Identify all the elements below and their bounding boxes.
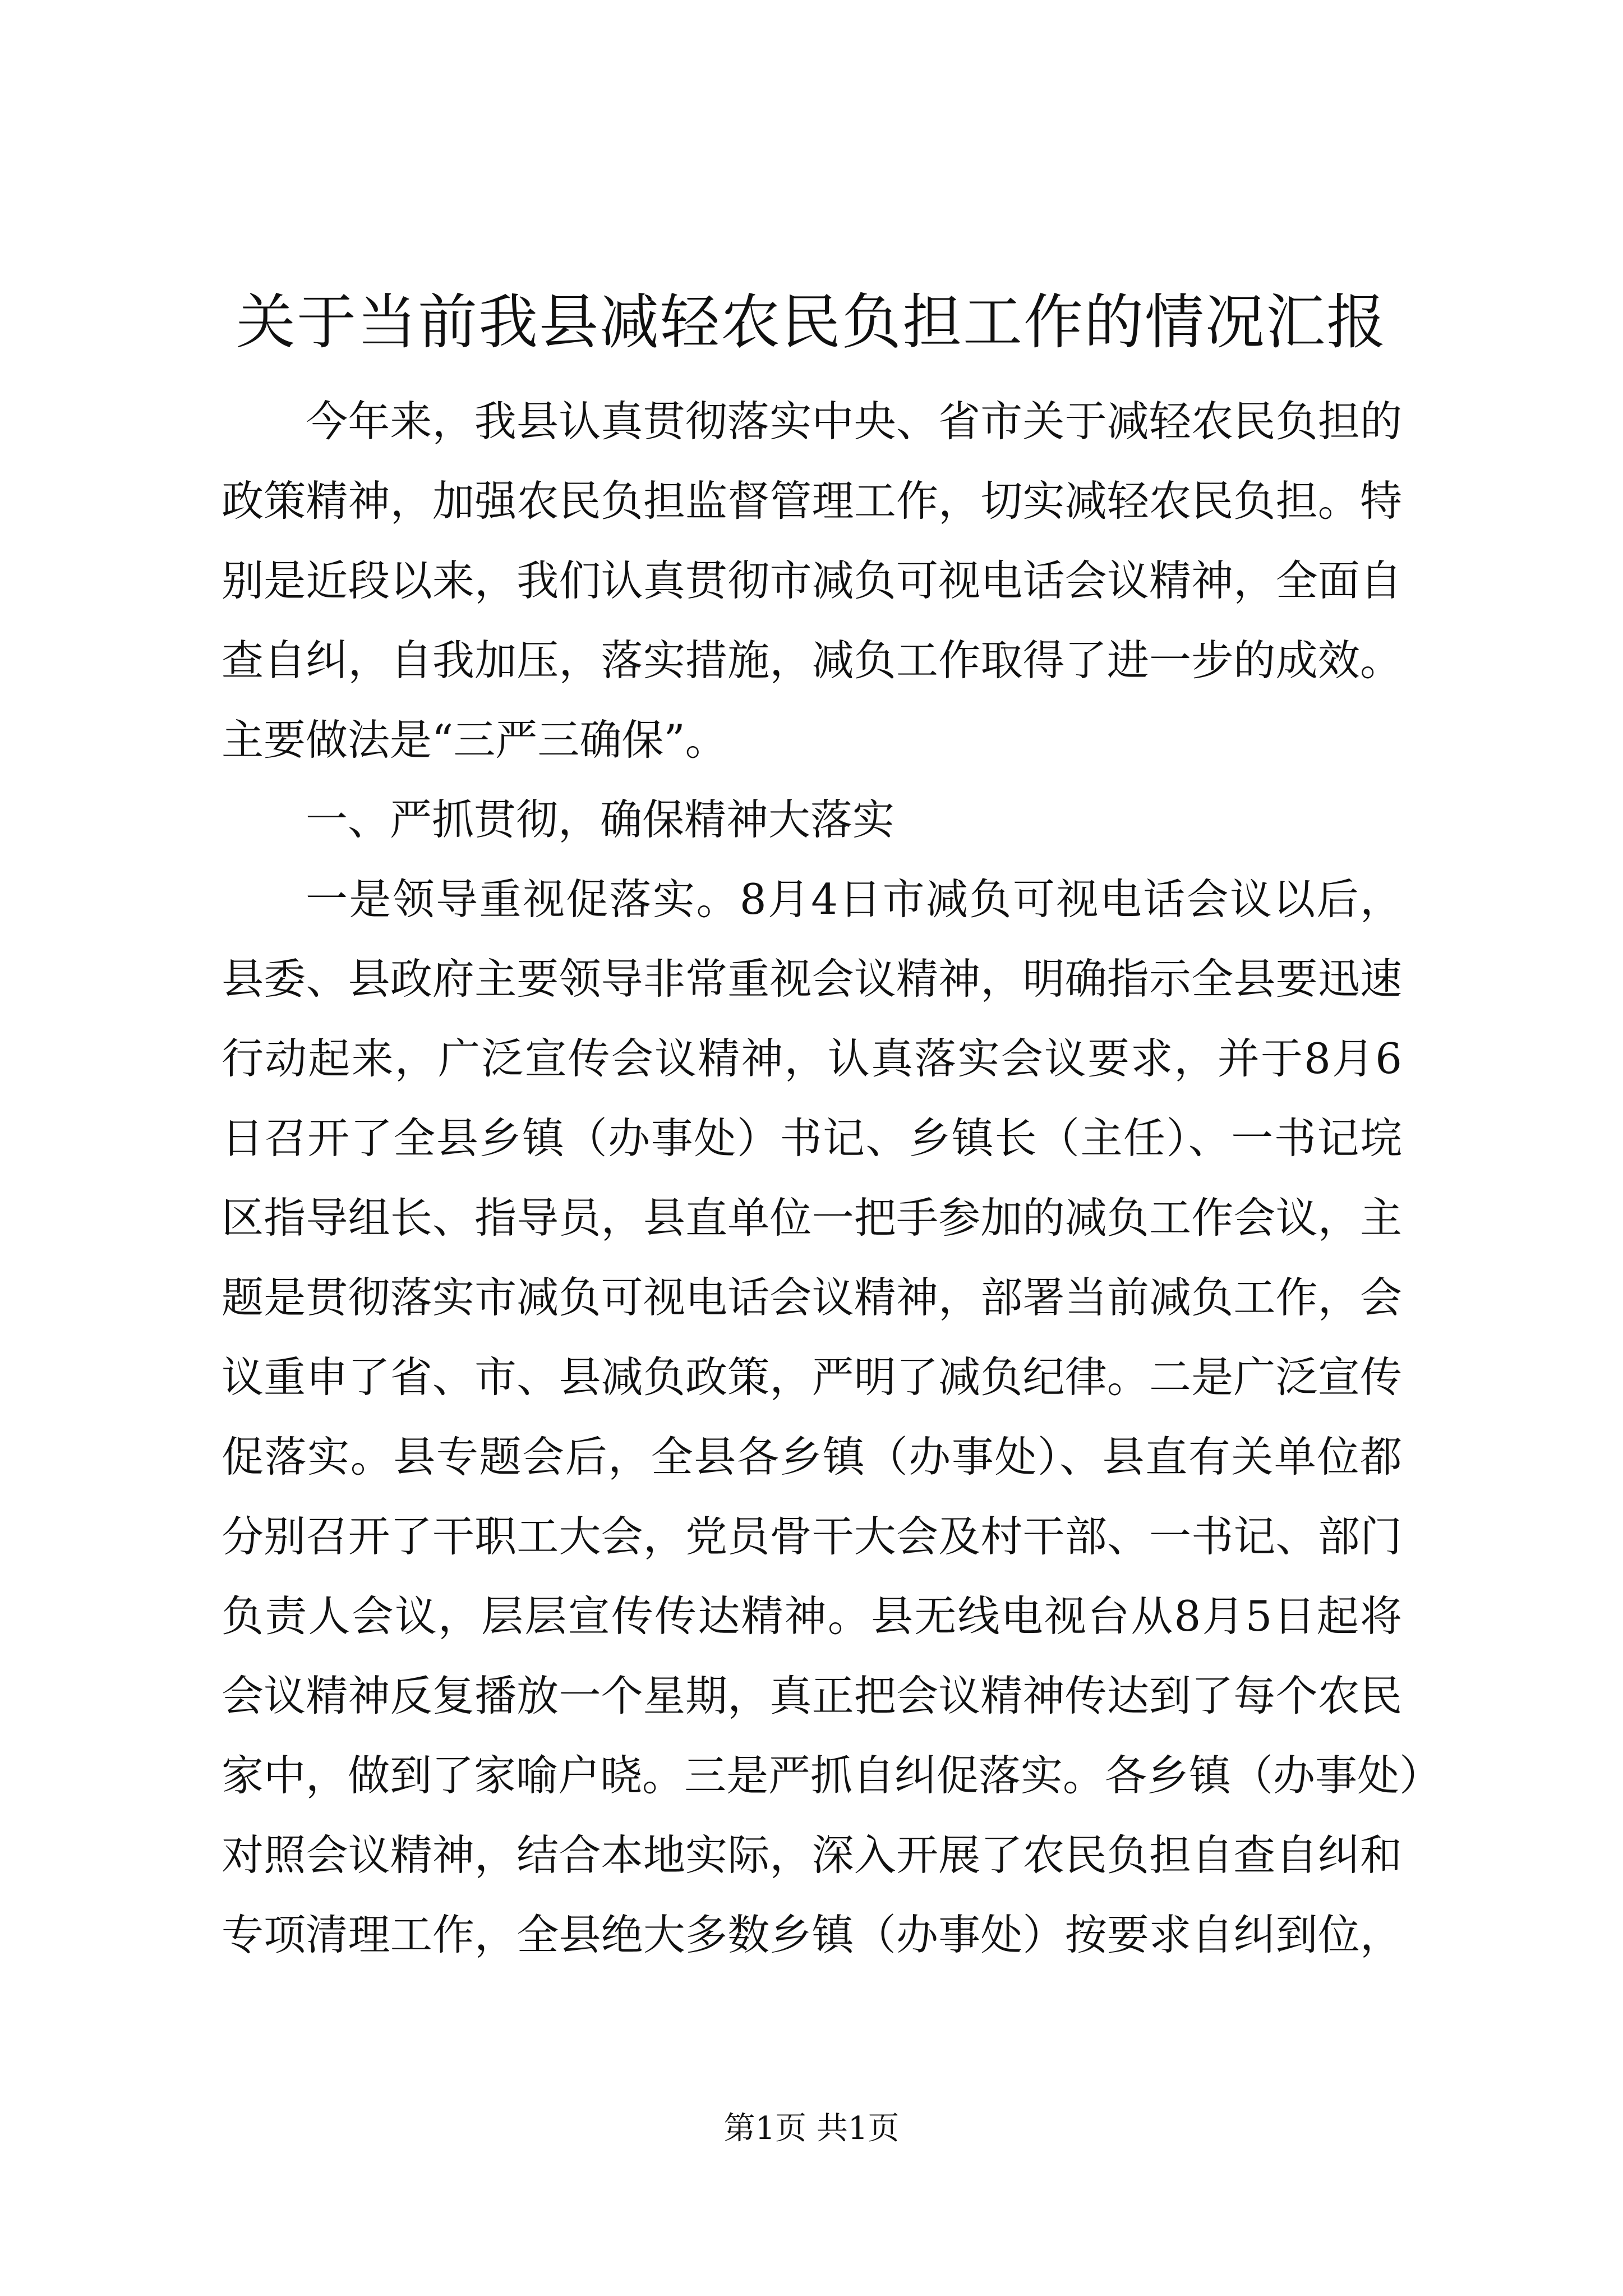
paragraph-line: 对照会议精神，结合本地实际，深入开展了农民负担自查自纠和 bbox=[222, 1830, 1402, 1880]
paragraph-line: 别是近段以来，我们认真贯彻市减负可视电话会议精神，全面自 bbox=[222, 556, 1402, 605]
paragraph-line: 分别召开了干职工大会，党员骨干大会及村干部、一书记、部门 bbox=[222, 1512, 1402, 1561]
paragraph-line: 会议精神反复播放一个星期，真正把会议精神传达到了每个农民 bbox=[222, 1671, 1402, 1720]
document-title: 关于当前我县减轻农民负担工作的情况汇报 bbox=[236, 288, 1387, 357]
paragraph-line: 县委、县政府主要领导非常重视会议精神，明确指示全县要迅速 bbox=[222, 954, 1402, 1004]
paragraph-line: 今年来，我县认真贯彻落实中央、省市关于减轻农民负担的 bbox=[306, 397, 1402, 446]
paragraph-line: 区指导组长、指导员，县直单位一把手参加的减负工作会议，主 bbox=[222, 1193, 1402, 1243]
paragraph-line: 专项清理工作，全县绝大多数乡镇（办事处）按要求自纠到位， bbox=[222, 1910, 1402, 1959]
paragraph-line: 题是贯彻落实市减负可视电话会议精神，部署当前减负工作，会 bbox=[222, 1273, 1402, 1322]
paragraph-line: 行动起来，广泛宣传会议精神，认真落实会议要求，并于8月6 bbox=[222, 1034, 1402, 1083]
section-heading: 一、严抓贯彻，确保精神大落实 bbox=[306, 795, 895, 844]
paragraph-line: 主要做法是“三严三确保”。 bbox=[222, 715, 727, 765]
paragraph-line: 议重申了省、市、县减负政策，严明了减负纪律。二是广泛宣传 bbox=[222, 1352, 1402, 1402]
page-footer: 第1页 共1页 bbox=[723, 2110, 900, 2147]
paragraph-line: 查自纠，自我加压，落实措施，减负工作取得了进一步的成效。 bbox=[222, 636, 1402, 685]
paragraph-line: 日召开了全县乡镇（办事处）书记、乡镇长（主任）、一书记垸 bbox=[222, 1114, 1402, 1163]
paragraph-line: 家中，做到了家喻户晓。三是严抓自纠促落实。各乡镇（办事处） bbox=[222, 1751, 1442, 1800]
paragraph-line: 一是领导重视促落实。8月4日市减负可视电话会议以后， bbox=[306, 875, 1402, 924]
document-body bbox=[222, 381, 1442, 1975]
paragraph-line: 负责人会议，层层宣传传达精神。县无线电视台从8月5日起将 bbox=[222, 1591, 1402, 1641]
paragraph-line: 促落实。县专题会后，全县各乡镇（办事处）、县直有关单位都 bbox=[222, 1432, 1402, 1481]
paragraph-line: 政策精神，加强农民负担监督管理工作，切实减轻农民负担。特 bbox=[222, 476, 1402, 526]
